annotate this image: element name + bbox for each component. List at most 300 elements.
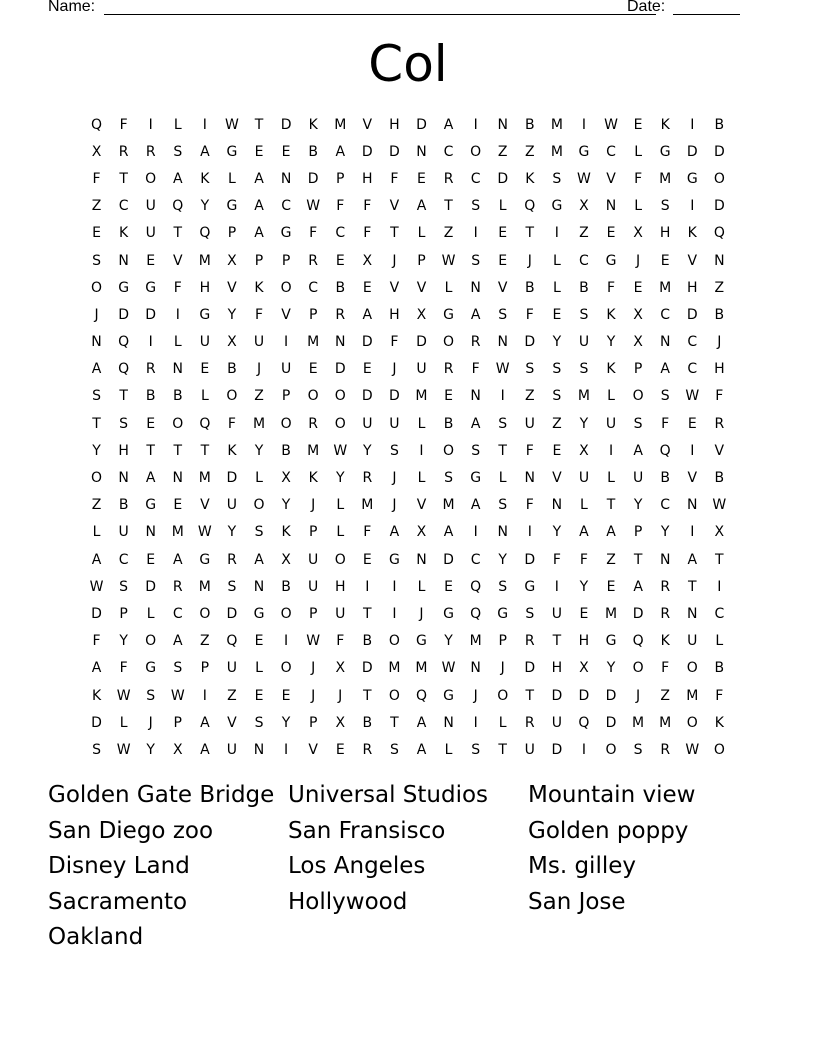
grid-letter: X — [172, 741, 183, 758]
grid-row — [83, 655, 733, 682]
grid-letter: R — [470, 334, 481, 351]
grid-letter: C — [714, 605, 725, 622]
grid-letter: U — [389, 415, 400, 432]
grid-letter: C — [579, 252, 589, 269]
grid-letter: S — [471, 442, 481, 459]
grid-letter: Q — [578, 714, 590, 731]
grid-letter: D — [361, 660, 373, 677]
grid-letter: X — [633, 225, 643, 242]
grid-letter: D — [686, 143, 698, 160]
grid-letter: V — [687, 470, 698, 487]
grid-letter: N — [687, 605, 698, 622]
grid-letter: T — [146, 442, 155, 459]
grid-letter: O — [686, 714, 698, 731]
grid-letter: W — [577, 170, 591, 187]
grid-letter: O — [91, 470, 103, 487]
grid-letter: F — [552, 551, 561, 568]
grid-letter: T — [254, 116, 264, 133]
grid-letter: D — [497, 170, 509, 187]
grid-letter: X — [633, 334, 643, 351]
grid-letter: N — [416, 143, 427, 160]
grid-letter: L — [634, 143, 642, 160]
grid-letter: K — [714, 714, 724, 731]
grid-letter: I — [500, 388, 505, 405]
grid-letter: S — [498, 306, 508, 323]
grid-letter: I — [365, 578, 370, 595]
grid-letter: L — [444, 279, 453, 296]
grid-letter: O — [713, 741, 725, 758]
grid-row — [83, 492, 733, 519]
grid-letter: J — [392, 470, 397, 487]
grid-letter: P — [200, 660, 210, 677]
grid-letter: X — [335, 714, 346, 731]
grid-letter: S — [552, 170, 562, 187]
grid-letter: N — [659, 551, 671, 568]
grid-letter: E — [362, 551, 372, 568]
grid-letter: S — [173, 143, 183, 160]
grid-letter: R — [308, 415, 319, 432]
grid-letter: B — [145, 388, 156, 405]
grid-letter: I — [284, 741, 289, 758]
grid-letter: Y — [227, 524, 237, 541]
grid-letter: X — [227, 334, 237, 351]
grid-letter: D — [91, 714, 102, 731]
grid-letter: M — [388, 660, 401, 677]
grid-letter: E — [146, 551, 156, 568]
grid-letter: L — [498, 198, 507, 215]
grid-letter: H — [389, 116, 400, 133]
grid-letter: R — [660, 578, 671, 595]
grid-letter: R — [714, 415, 725, 432]
grid-letter: M — [307, 334, 320, 351]
grid-letter: P — [254, 252, 264, 269]
grid-letter: E — [308, 361, 318, 378]
grid-letter: J — [419, 605, 424, 622]
grid-letter: N — [714, 252, 725, 269]
grid-letter: I — [284, 334, 289, 351]
grid-letter: D — [416, 116, 427, 133]
grid-letter: J — [636, 252, 641, 269]
grid-letter: Q — [118, 334, 130, 351]
grid-letter: O — [686, 660, 698, 677]
grid-letter: E — [444, 388, 453, 405]
grid-letter: T — [606, 497, 616, 514]
grid-letter: Q — [172, 198, 184, 215]
grid-letter: T — [525, 687, 535, 704]
grid-letter: A — [470, 497, 481, 514]
grid-letter: R — [362, 470, 373, 487]
grid-row — [83, 165, 733, 192]
word-list-item: Hollywood — [288, 888, 408, 915]
grid-letter: W — [604, 116, 618, 133]
grid-letter: E — [281, 143, 291, 160]
grid-letter: D — [361, 388, 373, 405]
grid-letter: O — [632, 388, 644, 405]
grid-letter: A — [362, 306, 373, 323]
grid-letter: H — [659, 225, 671, 242]
grid-letter: B — [714, 306, 725, 323]
grid-letter: U — [226, 497, 238, 514]
grid-letter: Z — [443, 225, 454, 242]
grid-letter: V — [389, 198, 400, 215]
grid-letter: E — [335, 252, 345, 269]
word-list-item: San Diego zoo — [48, 817, 214, 844]
grid-letter: B — [227, 361, 237, 378]
grid-letter: U — [362, 415, 373, 432]
grid-letter: D — [416, 334, 427, 351]
grid-letter: S — [633, 415, 643, 432]
grid-letter: A — [660, 361, 670, 378]
grid-letter: V — [606, 170, 616, 187]
grid-letter: M — [198, 578, 211, 595]
grid-letter: G — [199, 306, 211, 323]
grid-letter: Q — [226, 633, 238, 650]
grid-letter: F — [661, 415, 670, 432]
grid-letter: K — [606, 361, 616, 378]
grid-letter: T — [498, 442, 507, 459]
grid-letter: C — [660, 497, 671, 514]
grid-letter: E — [173, 497, 183, 514]
grid-letter: U — [524, 415, 535, 432]
grid-letter: U — [578, 470, 590, 487]
word-list — [48, 778, 768, 956]
grid-letter: O — [91, 279, 103, 296]
word-list-item: Golden poppy — [528, 817, 689, 844]
grid-letter: T — [525, 225, 535, 242]
grid-letter: R — [660, 605, 671, 622]
grid-letter: U — [551, 605, 562, 622]
grid-letter: C — [687, 361, 698, 378]
grid-letter: G — [497, 605, 509, 622]
grid-letter: L — [255, 470, 263, 487]
grid-letter: O — [280, 415, 292, 432]
grid-letter: H — [389, 306, 400, 323]
grid-letter: K — [254, 279, 264, 296]
grid-letter: N — [118, 252, 129, 269]
grid-letter: G — [443, 687, 454, 704]
grid-letter: T — [687, 578, 697, 595]
grid-letter: Q — [415, 687, 427, 704]
grid-letter: I — [148, 334, 153, 351]
grid-letter: R — [335, 306, 346, 323]
grid-letter: A — [416, 714, 427, 731]
grid-letter: J — [311, 660, 316, 677]
grid-letter: M — [659, 714, 672, 731]
grid-letter: W — [89, 578, 104, 595]
grid-letter: B — [118, 497, 129, 514]
grid-letter: G — [659, 143, 671, 160]
grid-letter: A — [443, 116, 454, 133]
grid-letter: O — [280, 660, 292, 677]
grid-letter: R — [443, 361, 454, 378]
grid-letter: P — [633, 361, 643, 378]
grid-letter: S — [389, 442, 399, 459]
grid-letter: X — [91, 143, 102, 160]
grid-letter: F — [661, 660, 670, 677]
grid-letter: S — [471, 252, 481, 269]
grid-letter: A — [443, 524, 454, 541]
grid-letter: B — [660, 470, 670, 487]
grid-letter: M — [415, 388, 428, 405]
grid-letter: J — [311, 687, 316, 704]
grid-letter: O — [145, 633, 157, 650]
grid-letter: K — [119, 225, 129, 242]
grid-letter: N — [497, 524, 508, 541]
grid-letter: S — [579, 361, 589, 378]
grid-letter: A — [145, 470, 156, 487]
grid-letter: W — [170, 687, 185, 704]
grid-letter: S — [254, 714, 264, 731]
grid-letter: G — [551, 198, 563, 215]
grid-letter: O — [145, 170, 157, 187]
grid-letter: K — [606, 306, 616, 323]
grid-letter: T — [363, 605, 372, 622]
grid-letter: K — [687, 225, 697, 242]
grid-letter: T — [552, 633, 562, 650]
grid-letter: W — [197, 524, 212, 541]
grid-letter: D — [334, 361, 346, 378]
grid-letter: O — [713, 170, 725, 187]
grid-letter: A — [470, 415, 481, 432]
grid-letter: Y — [335, 470, 345, 487]
grid-letter: K — [525, 170, 535, 187]
grid-letter: M — [469, 633, 482, 650]
grid-letter: T — [119, 170, 128, 187]
grid-row — [83, 329, 733, 356]
grid-letter: S — [660, 388, 670, 405]
grid-letter: E — [552, 442, 562, 459]
grid-letter: I — [473, 225, 478, 242]
grid-letter: I — [527, 524, 532, 541]
grid-letter: M — [659, 170, 672, 187]
grid-letter: Y — [552, 334, 562, 351]
grid-letter: O — [388, 633, 400, 650]
grid-letter: G — [443, 306, 454, 323]
grid-letter: F — [336, 198, 345, 215]
grid-letter: X — [416, 306, 427, 323]
grid-letter: K — [660, 116, 670, 133]
grid-letter: Z — [91, 497, 102, 514]
grid-letter: Y — [92, 442, 101, 459]
grid-letter: T — [390, 225, 399, 242]
grid-letter: N — [524, 470, 536, 487]
grid-letter: J — [473, 687, 478, 704]
grid-letter: V — [227, 714, 237, 731]
grid-letter: D — [118, 306, 129, 323]
grid-letter: A — [254, 551, 264, 568]
grid-letter: A — [254, 170, 264, 187]
grid-row — [83, 356, 733, 383]
grid-letter: J — [148, 714, 153, 731]
grid-letter: F — [579, 551, 588, 568]
word-list-item: Universal Studios — [288, 782, 489, 808]
grid-letter: V — [714, 442, 725, 459]
grid-letter: S — [579, 306, 589, 323]
grid-letter: G — [199, 551, 211, 568]
grid-letter: S — [498, 497, 508, 514]
grid-letter: V — [362, 116, 373, 133]
grid-letter: J — [256, 361, 262, 378]
grid-letter: L — [498, 470, 507, 487]
grid-letter: N — [416, 551, 427, 568]
grid-letter: N — [659, 334, 671, 351]
grid-letter: M — [659, 279, 672, 296]
word-list-item: Los Angeles — [288, 853, 426, 879]
grid-letter: B — [524, 279, 535, 296]
grid-row — [83, 247, 733, 274]
grid-letter: C — [470, 170, 481, 187]
grid-letter: V — [416, 497, 427, 514]
grid-letter: M — [361, 497, 374, 514]
grid-letter: Y — [606, 660, 616, 677]
grid-letter: A — [687, 551, 698, 568]
grid-letter: E — [146, 252, 156, 269]
grid-letter: V — [308, 741, 318, 758]
grid-letter: J — [500, 660, 505, 677]
grid-letter: F — [227, 415, 236, 432]
grid-letter: O — [443, 334, 455, 351]
grid-letter: Z — [200, 633, 210, 650]
grid-letter: O — [605, 741, 617, 758]
grid-letter: F — [173, 279, 182, 296]
grid-letter: J — [338, 687, 343, 704]
grid-letter: L — [417, 415, 426, 432]
grid-letter: L — [228, 170, 236, 187]
grid-letter: L — [498, 714, 507, 731]
grid-letter: G — [686, 170, 698, 187]
grid-letter: A — [91, 361, 102, 378]
grid-letter: U — [605, 415, 617, 432]
grid-letter: J — [94, 306, 99, 323]
grid-letter: X — [281, 551, 291, 568]
grid-letter: N — [91, 334, 102, 351]
grid-letter: N — [497, 116, 508, 133]
grid-letter: H — [714, 361, 725, 378]
grid-letter: W — [306, 633, 321, 650]
grid-letter: F — [634, 170, 643, 187]
grid-letter: E — [498, 252, 508, 269]
grid-letter: D — [145, 578, 157, 595]
grid-letter: G — [443, 605, 454, 622]
grid-letter: U — [226, 660, 238, 677]
grid-letter: P — [227, 225, 237, 242]
grid-letter: I — [148, 116, 153, 133]
grid-letter: F — [119, 660, 128, 677]
grid-row — [83, 573, 733, 600]
grid-letter: F — [390, 170, 399, 187]
grid-letter: J — [527, 252, 532, 269]
grid-letter: E — [254, 687, 264, 704]
grid-letter: D — [713, 198, 725, 215]
grid-letter: E — [92, 225, 101, 242]
grid-letter: S — [525, 361, 535, 378]
grid-letter: S — [92, 252, 101, 269]
grid-letter: O — [280, 605, 292, 622]
grid-row — [83, 383, 733, 410]
grid-letter: W — [685, 388, 700, 405]
grid-letter: I — [690, 442, 695, 459]
grid-letter: E — [444, 578, 453, 595]
grid-letter: A — [200, 714, 210, 731]
grid-letter: S — [227, 578, 237, 595]
grid-letter: J — [717, 334, 722, 351]
grid-letter: I — [608, 442, 614, 459]
grid-letter: V — [687, 252, 698, 269]
grid-letter: Y — [606, 334, 616, 351]
word-list-item: Ms. gilley — [528, 853, 636, 879]
grid-letter: I — [554, 578, 559, 595]
grid-letter: N — [470, 388, 481, 405]
grid-letter: W — [225, 116, 239, 133]
grid-letter: Y — [498, 551, 507, 568]
grid-letter: J — [392, 252, 397, 269]
grid-letter: W — [441, 660, 456, 677]
grid-letter: F — [92, 170, 101, 187]
page-title: Col — [368, 35, 448, 93]
grid-letter: D — [361, 143, 373, 160]
grid-letter: S — [119, 415, 129, 432]
grid-letter: A — [633, 578, 643, 595]
grid-letter: F — [390, 334, 399, 351]
grid-letter: J — [392, 497, 397, 514]
grid-letter: V — [172, 252, 183, 269]
grid-letter: I — [473, 714, 478, 731]
grid-letter: Q — [91, 116, 103, 133]
grid-row — [83, 464, 733, 491]
grid-letter: W — [333, 442, 348, 459]
grid-letter: F — [363, 198, 372, 215]
grid-letter: G — [226, 198, 238, 215]
grid-letter: L — [580, 497, 588, 514]
grid-letter: A — [389, 524, 400, 541]
grid-row — [83, 138, 733, 165]
grid-letter: O — [307, 388, 319, 405]
grid-letter: U — [578, 334, 590, 351]
grid-letter: Q — [199, 415, 211, 432]
grid-letter: E — [254, 633, 264, 650]
grid-letter: A — [579, 524, 589, 541]
grid-letter: L — [336, 524, 345, 541]
grid-letter: E — [579, 605, 589, 622]
grid-letter: W — [495, 361, 510, 378]
grid-letter: H — [551, 660, 563, 677]
grid-letter: K — [308, 470, 318, 487]
word-search-grid — [83, 111, 733, 764]
grid-letter: Z — [606, 551, 616, 568]
word-list-item: Disney Land — [48, 853, 190, 879]
grid-letter: H — [578, 633, 590, 650]
grid-letter: U — [118, 524, 129, 541]
grid-letter: U — [226, 741, 238, 758]
grid-letter: D — [605, 687, 617, 704]
grid-letter: U — [280, 361, 292, 378]
grid-letter: S — [552, 388, 562, 405]
grid-letter: D — [524, 660, 536, 677]
grid-letter: Q — [713, 225, 725, 242]
grid-letter: B — [335, 279, 346, 296]
grid-letter: E — [660, 252, 670, 269]
grid-letter: M — [307, 442, 320, 459]
grid-letter: O — [172, 415, 184, 432]
grid-letter: A — [200, 143, 210, 160]
grid-letter: F — [363, 225, 372, 242]
grid-letter: Y — [281, 714, 291, 731]
grid-letter: U — [308, 578, 319, 595]
grid-letter: I — [392, 605, 397, 622]
grid-letter: D — [551, 687, 563, 704]
grid-letter: A — [200, 741, 210, 758]
grid-letter: V — [227, 279, 237, 296]
